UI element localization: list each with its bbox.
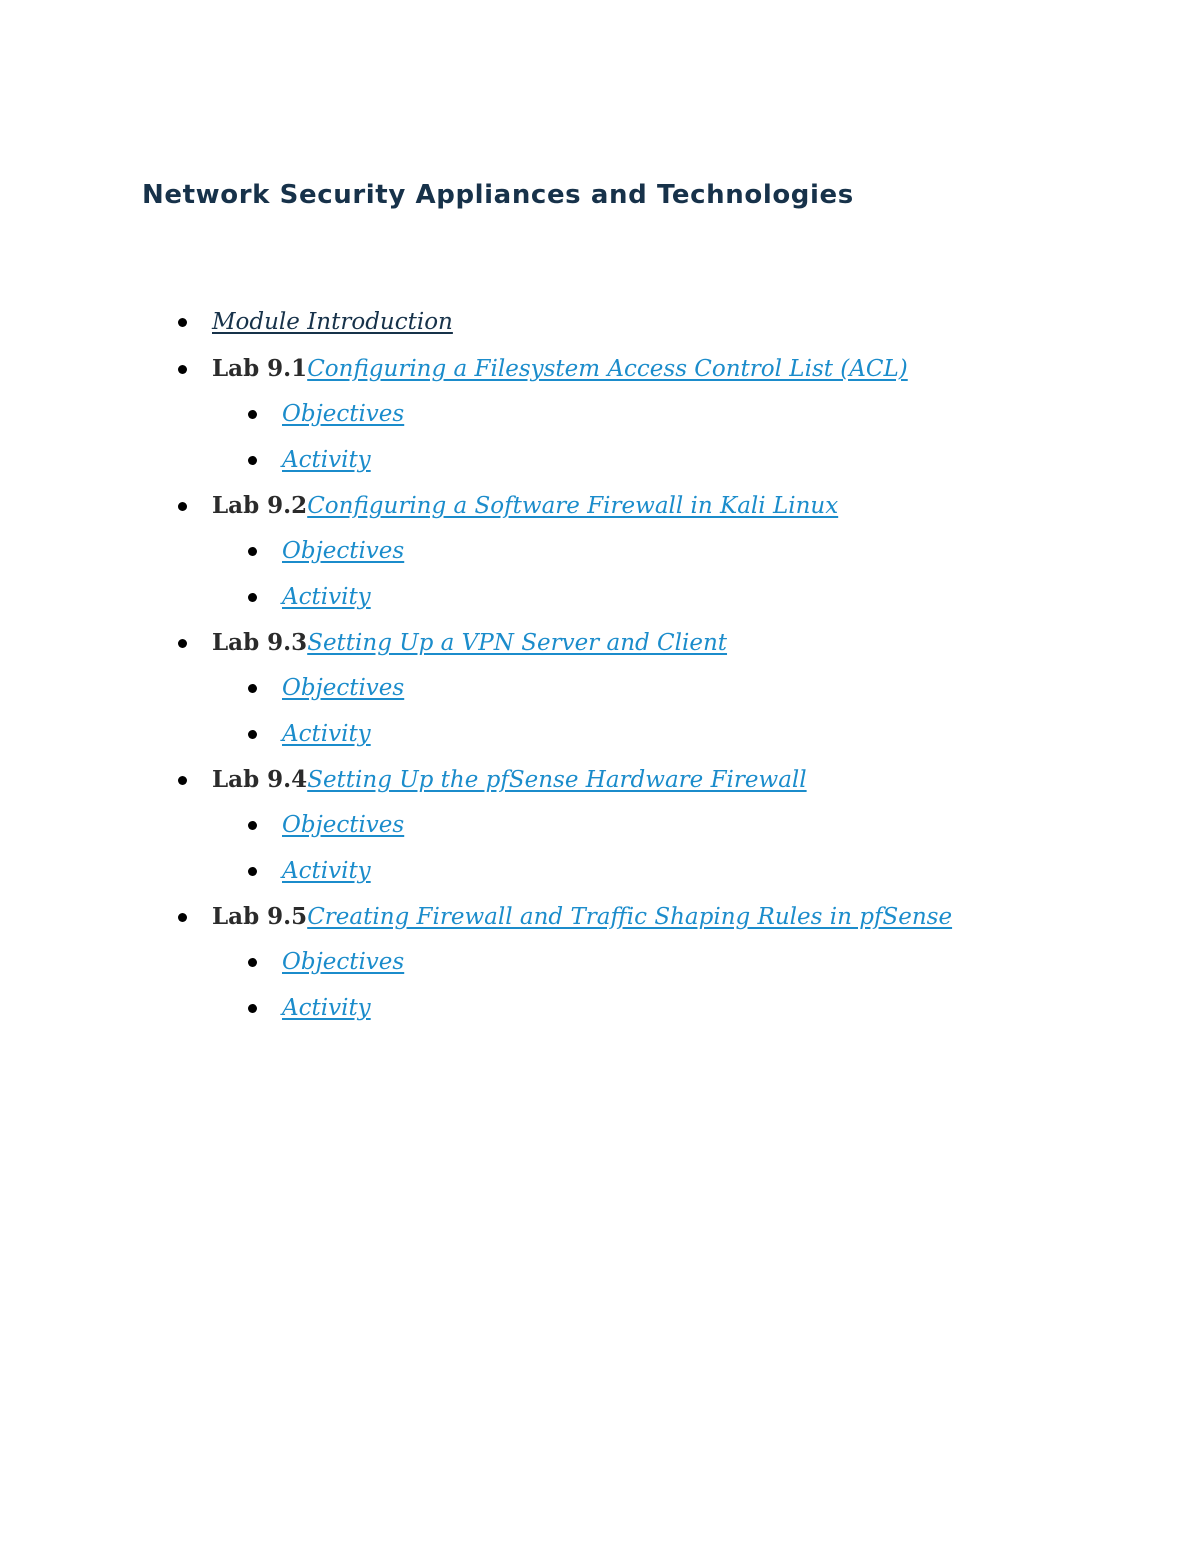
toc-subitem-lab-9-4-activity (282, 856, 371, 886)
toc-item-lab-9-5 (212, 902, 952, 932)
toc-item-lab-9-1 (212, 354, 908, 384)
bullet-icon (248, 719, 260, 749)
lab-9-3-activity-link[interactable]: Activity (282, 721, 371, 747)
bullet-icon (248, 856, 260, 886)
lab-9-2-objectives-link[interactable]: Objectives (282, 538, 405, 564)
toc-subitem-lab-9-5-objectives (282, 947, 404, 977)
bullet-icon (248, 947, 260, 977)
lab-number: Lab 9.3 (212, 629, 308, 656)
toc-subitem-lab-9-5-activity (282, 993, 371, 1023)
lab-9-1-objectives-link[interactable]: Objectives (282, 401, 405, 427)
toc-subitem-lab-9-3-activity (282, 719, 371, 749)
bullet-icon (248, 673, 260, 703)
lab-9-5-link[interactable]: Creating Firewall and Traffic Shaping Rules in pfSense (307, 904, 953, 930)
toc-subitem-lab-9-4-objectives (282, 810, 404, 840)
toc-subitem-lab-9-1-objectives (282, 399, 404, 429)
lab-9-3-link[interactable]: Setting Up a VPN Server and Client (307, 630, 728, 656)
toc-item-lab-9-3 (212, 628, 727, 658)
page-title: Network Security Appliances and Technologies (142, 180, 854, 210)
lab-9-1-link[interactable]: Configuring a Filesystem Access Control List (ACL) (307, 356, 908, 382)
toc-subitem-lab-9-2-activity (282, 582, 371, 612)
lab-9-3-objectives-link[interactable]: Objectives (282, 675, 405, 701)
lab-number: Lab 9.1 (212, 355, 308, 382)
lab-9-5-activity-link[interactable]: Activity (282, 995, 371, 1021)
bullet-icon (248, 582, 260, 612)
bullet-icon (248, 399, 260, 429)
lab-9-1-activity-link[interactable]: Activity (282, 447, 371, 473)
bullet-icon (178, 491, 190, 521)
toc-item-lab-9-4 (212, 765, 807, 795)
toc-item-lab-9-2 (212, 491, 838, 521)
lab-9-4-activity-link[interactable]: Activity (282, 858, 371, 884)
lab-9-4-objectives-link[interactable]: Objectives (282, 812, 405, 838)
lab-9-4-link[interactable]: Setting Up the pfSense Hardware Firewall (307, 767, 807, 793)
lab-number: Lab 9.4 (212, 766, 308, 793)
toc-subitem-lab-9-3-objectives (282, 673, 404, 703)
bullet-icon (248, 810, 260, 840)
bullet-icon (178, 902, 190, 932)
bullet-icon (178, 354, 190, 384)
bullet-icon (178, 765, 190, 795)
toc-item-module-introduction (212, 307, 453, 337)
bullet-icon (178, 307, 190, 337)
lab-9-2-activity-link[interactable]: Activity (282, 584, 371, 610)
bullet-icon (248, 445, 260, 475)
toc-subitem-lab-9-2-objectives (282, 536, 404, 566)
bullet-icon (248, 536, 260, 566)
bullet-icon (248, 993, 260, 1023)
lab-number: Lab 9.5 (212, 903, 308, 930)
module-introduction-link[interactable]: Module Introduction (212, 309, 453, 335)
toc-subitem-lab-9-1-activity (282, 445, 371, 475)
lab-number: Lab 9.2 (212, 492, 308, 519)
lab-9-2-link[interactable]: Configuring a Software Firewall in Kali Linux (307, 493, 839, 519)
bullet-icon (178, 628, 190, 658)
lab-9-5-objectives-link[interactable]: Objectives (282, 949, 405, 975)
